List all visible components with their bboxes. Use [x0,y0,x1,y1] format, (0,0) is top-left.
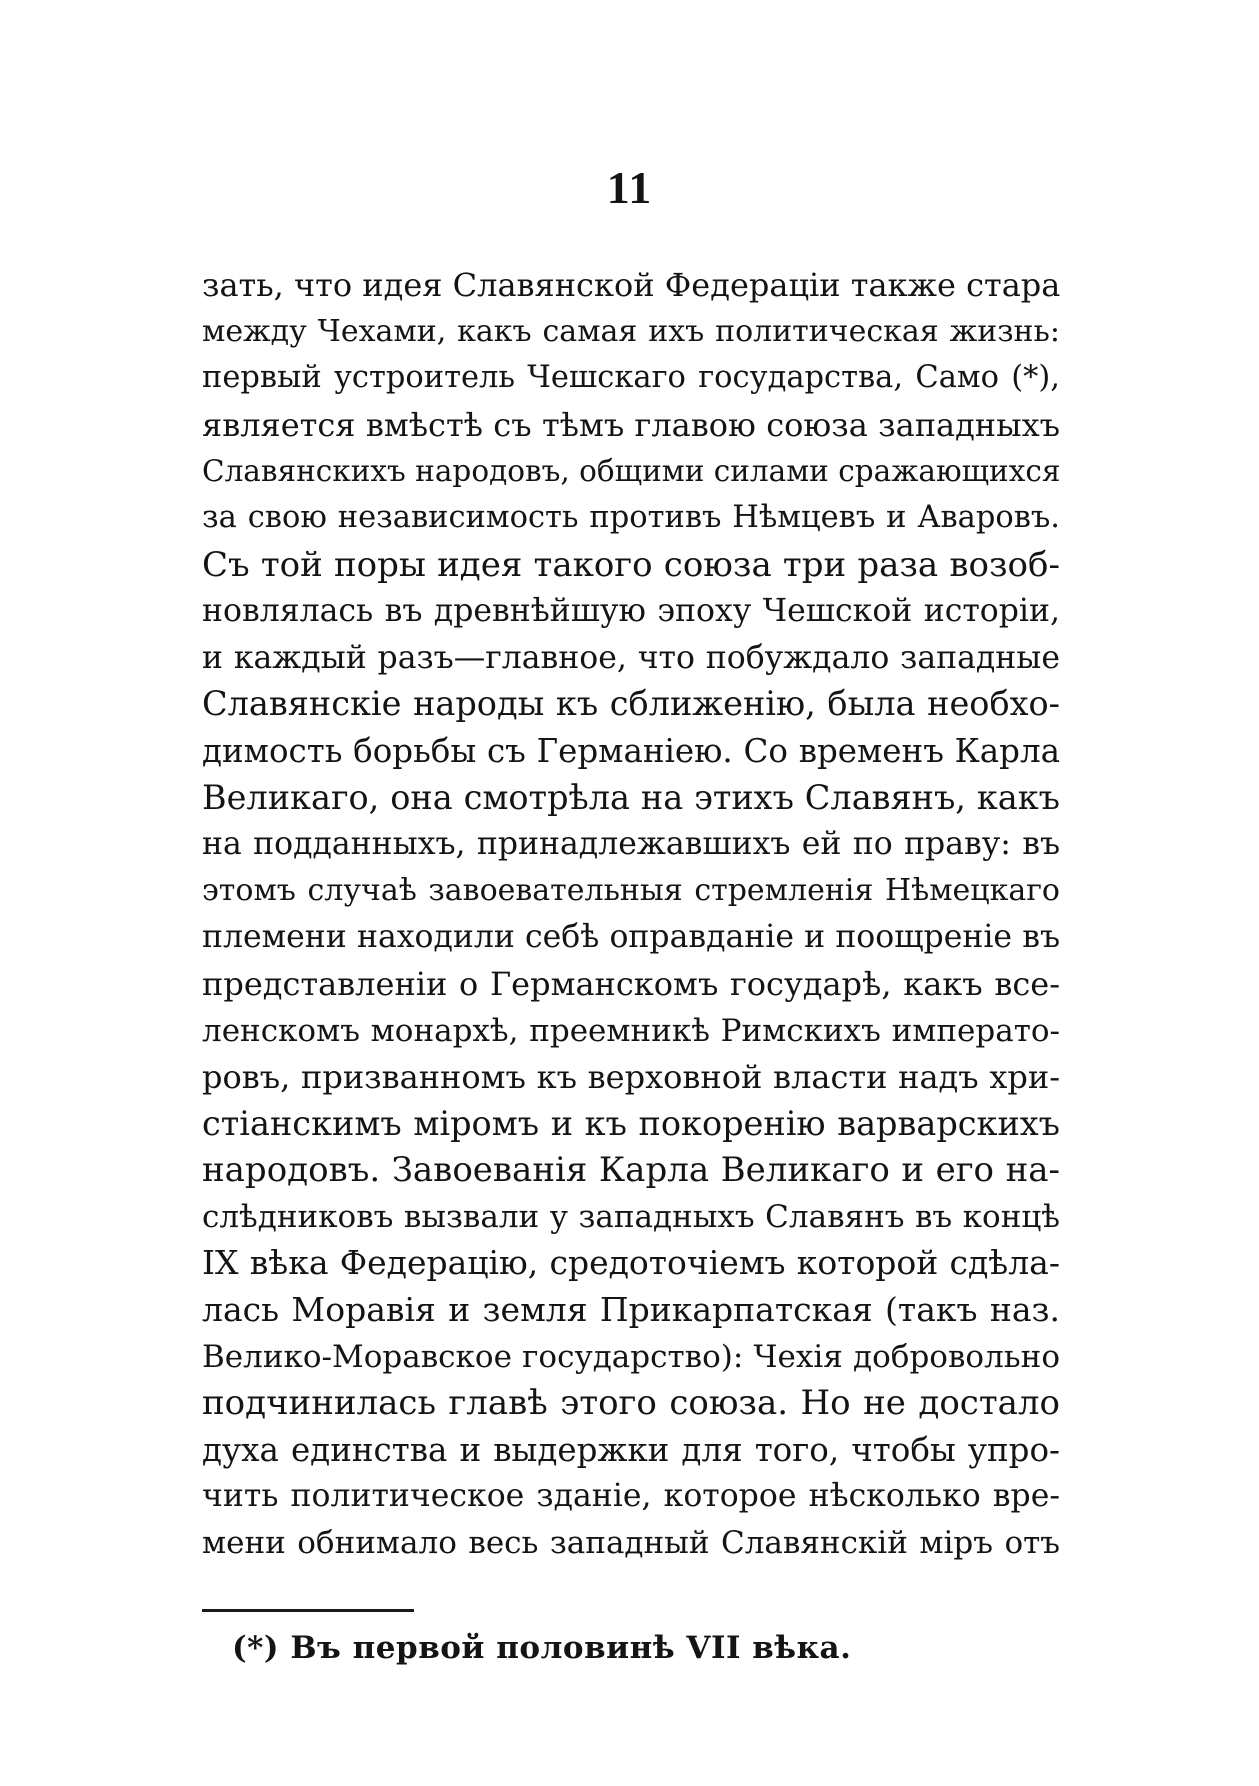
text-line: Великаго, она смотрѣла на этихъ Славянъ, какъ [202,777,1060,817]
text-line: Велико-Моравское государство): Чехія добровольно [202,1338,1060,1375]
text-line: слѣдниковъ вызвали у западныхъ Славянъ въ концѣ [202,1198,1060,1235]
text-line: ленскомъ монархѣ, преемникѣ Римскихъ императо- [202,1012,1060,1049]
text-line: мени обнимало весь западный Славянскій міръ отъ [202,1525,1060,1562]
text-line: IX вѣка Федерацію, средоточіемъ которой сдѣла- [202,1243,1060,1283]
text-line: племени находили себѣ оправданіе и поощреніе въ [202,919,1060,956]
page-number: 11 [606,162,653,213]
text-line: Съ той поры идея такого союза три раза возоб- [202,544,1060,585]
text-line: представленіи о Германскомъ государѣ, какъ все- [202,964,1060,1003]
text-line: подчинилась главѣ этого союза. Но не достало [202,1383,1060,1424]
text-line: этомъ случаѣ завоевательныя стремленія Нѣмецкаго [202,872,1060,908]
text-line: на подданныхъ, принадлежавшихъ ей по праву: въ [202,826,1060,863]
text-line: народовъ. Завоеванія Карла Великаго и его на- [202,1150,1060,1191]
text-line: Славянскихъ народовъ, общими силами сражающихся [202,454,1060,489]
text-line: лась Моравія и земля Прикарпатская (такъ наз. [202,1290,1060,1330]
text-line: первый устроитель Чешскаго государства, Само (*), [202,360,1060,396]
text-line: и каждый разъ—главное, что побуждало западные [202,639,1060,676]
text-line: духа единства и выдержки для того, чтобы упро- [202,1430,1060,1469]
footnote: (*) Въ первой половинѣ VII вѣка. [232,1630,852,1666]
text-line: является вмѣстѣ съ тѣмъ главою союза западныхъ [202,405,1060,444]
text-line: стіанскимъ міромъ и къ покоренію варварскихъ [202,1103,1060,1143]
text-line: димость борьбы съ Германіею. Со временъ Карла [202,731,1060,770]
footnote-rule [202,1609,414,1612]
text-line: новлялась въ древнѣйшую эпоху Чешской исторіи, [202,593,1060,630]
text-line: Славянскіе народы къ сближенію, была необхо- [202,684,1060,724]
text-line: зать, что идея Славянской Федераціи также стара [202,266,1060,304]
text-line: между Чехами, какъ самая ихъ политическая жизнь: [202,313,1060,349]
text-line: ровъ, призванномъ къ верховной власти надъ хри- [202,1058,1060,1097]
text-line: чить политическое зданіе, которое нѣсколько вре- [202,1478,1060,1515]
body-text [202,262,1060,1567]
text-line: за свою независимость противъ Нѣмцевъ и Аваровъ. [202,499,1060,535]
